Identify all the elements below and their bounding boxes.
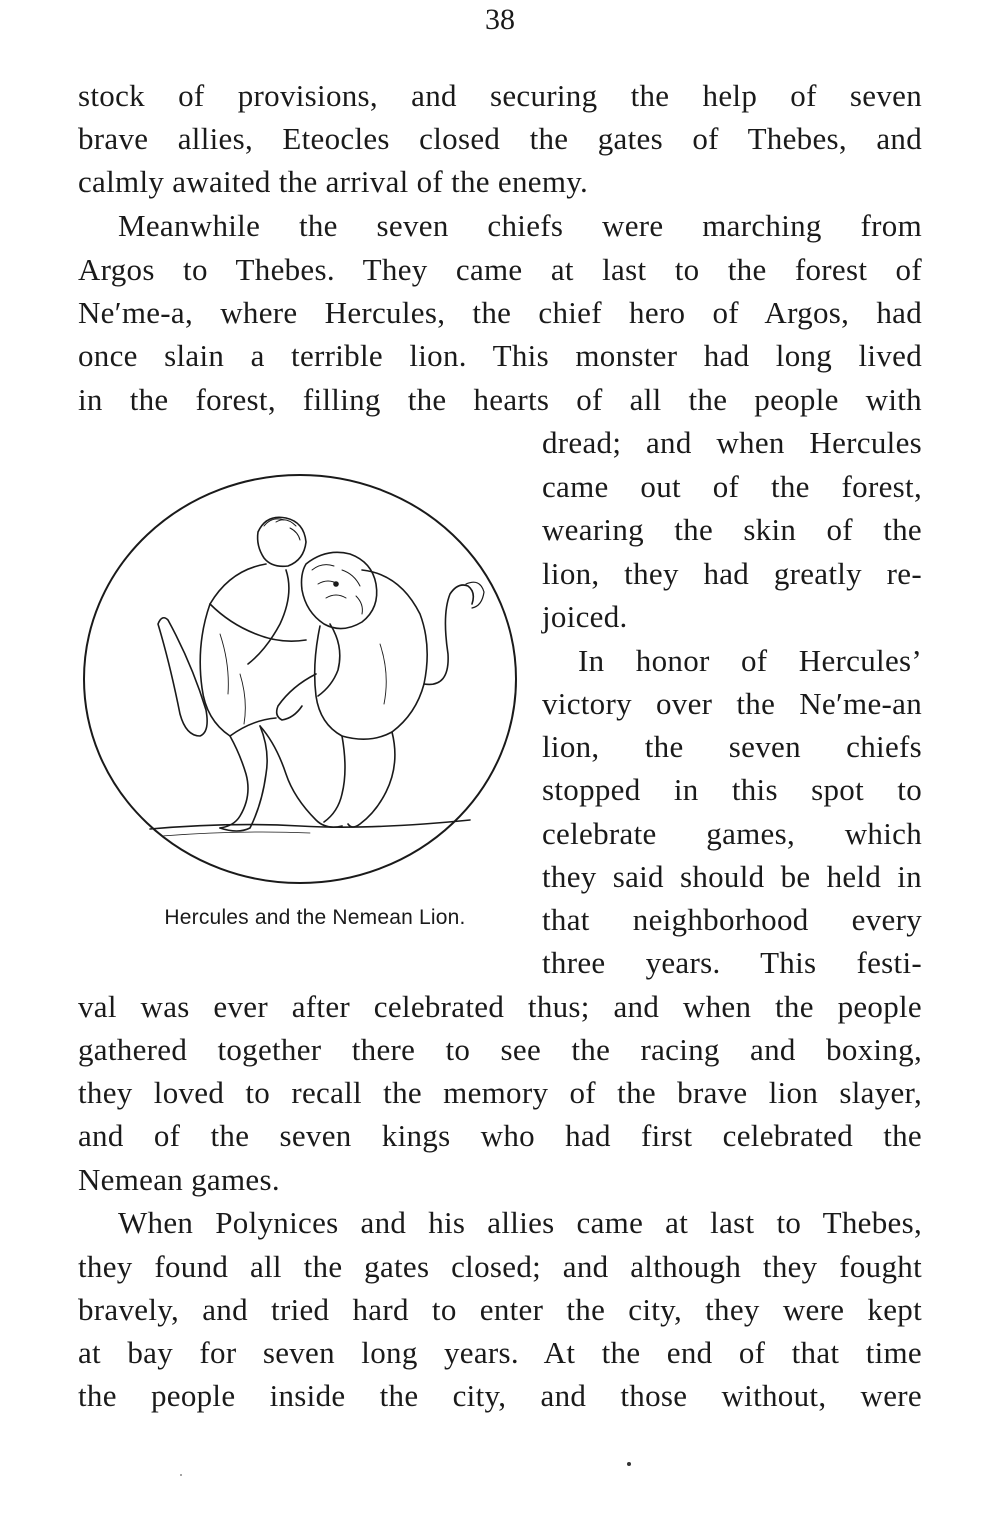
text-line: gathered together there to see the racing and boxing, — [78, 1032, 922, 1067]
text-line: came out of the forest, — [542, 469, 922, 504]
text-line: stopped in this spot to — [542, 772, 922, 807]
text-line: dread; and when Hercules — [542, 425, 922, 460]
text-line: the people inside the city, and those without, were — [78, 1378, 922, 1413]
text-line: In honor of Hercules’ — [578, 643, 922, 678]
text-line: that neighborhood every — [542, 902, 922, 937]
text-line: When Polynices and his allies came at last to Thebes, — [118, 1205, 922, 1240]
text-line: stock of provisions, and securing the help of seven — [78, 78, 922, 113]
text-line: victory over the Ne′me-an — [542, 686, 922, 721]
text-line: val was ever after celebrated thus; and when the people — [78, 989, 922, 1024]
text-line: celebrate games, which — [542, 816, 922, 851]
text-line: at bay for seven long years. At the end of that time — [78, 1335, 922, 1370]
text-line: they loved to recall the memory of the brave lion slayer, — [78, 1075, 922, 1110]
text-line: and of the seven kings who had first celebrated the — [78, 1118, 922, 1153]
text-line: wearing the skin of the — [542, 512, 922, 547]
figure-caption: Hercules and the Nemean Lion. — [164, 906, 466, 929]
text-line: brave allies, Eteocles closed the gates of Thebes, and — [78, 121, 922, 156]
text-line: lion, the seven chiefs — [542, 729, 922, 764]
text-line: they said should be held in — [542, 859, 922, 894]
text-line: Ne′me-a, where Hercules, the chief hero of Argos, had — [78, 295, 922, 330]
text-line: once slain a terrible lion. This monster had long lived — [78, 338, 922, 373]
text-line: in the forest, filling the hearts of all the people with — [78, 382, 922, 417]
text-line: Meanwhile the seven chiefs were marching from — [118, 208, 922, 243]
text-line: calmly awaited the arrival of the enemy. — [78, 164, 589, 199]
text-line: bravely, and tried hard to enter the city, they were kept — [78, 1292, 922, 1327]
hercules-lion-illustration — [80, 474, 520, 888]
text-line: lion, they had greatly re- — [542, 556, 922, 591]
text-line: Nemean games. — [78, 1162, 280, 1197]
scan-speck — [180, 1474, 182, 1476]
text-line: they found all the gates closed; and although they fought — [78, 1249, 922, 1284]
text-line: Argos to Thebes. They came at last to the forest of — [78, 252, 922, 287]
text-line: three years. This festi- — [542, 945, 922, 980]
scan-speck — [627, 1462, 631, 1466]
text-line: joiced. — [542, 599, 628, 634]
page-number: 38 — [485, 3, 515, 36]
